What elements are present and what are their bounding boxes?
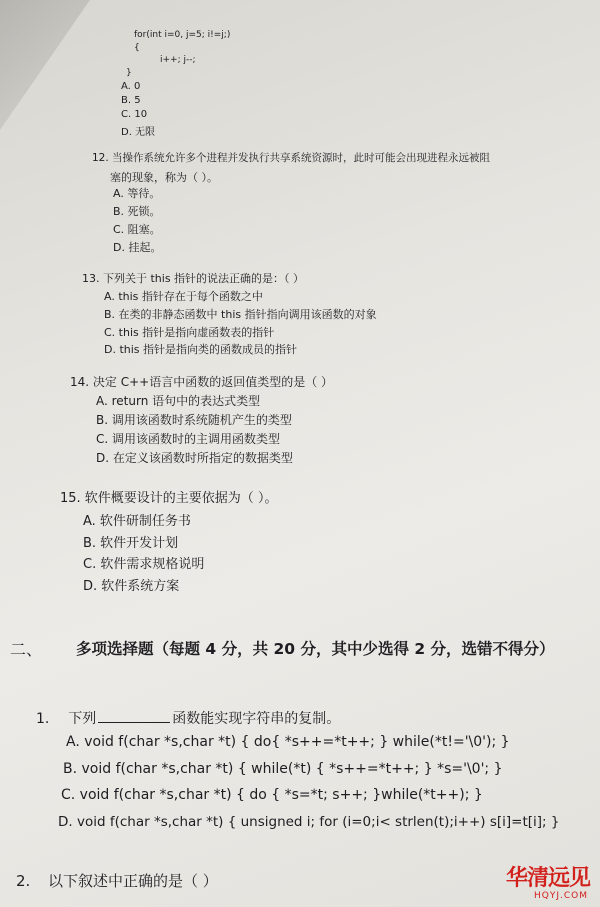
- option-a: A. 等待。: [113, 187, 161, 200]
- option-b: B. 死锁。: [113, 205, 161, 218]
- option-b: B. 在类的非静态函数中 this 指针指向调用该函数的对象: [104, 308, 377, 321]
- answer-blank: [98, 722, 170, 723]
- section-title: 多项选择题（每题 4 分，共 20 分，其中少选得 2 分，选错不得分）: [76, 640, 555, 658]
- question-text: 15. 软件概要设计的主要依据为（ ）。: [60, 491, 278, 506]
- option-d: D. 软件系统方案: [83, 579, 180, 594]
- option-d: D. 挂起。: [113, 241, 162, 254]
- option-d: D. void f(char *s,char *t) { unsigned i; for (i=0;i< strlen(t);i++) s[i]=t[i]; }: [58, 814, 560, 830]
- option-a: A. 0: [121, 81, 141, 92]
- question-text: 以下叙述中正确的是（ ）: [48, 872, 218, 890]
- question-text: [36, 708, 340, 728]
- question-text: 塞的现象，称为（ ）。: [110, 171, 218, 184]
- logo-subtext: HQYJ.COM: [534, 891, 588, 901]
- option-d: D. 无限: [121, 127, 156, 138]
- option-d: D. 在定义该函数时所指定的数据类型: [96, 451, 293, 465]
- logo-text: 华清远见: [505, 866, 590, 891]
- question-text: 13. 下列关于 this 指针的说法正确的是：（ ）: [82, 272, 305, 285]
- option-c: C. this 指针是指向虚函数表的指针: [104, 326, 275, 339]
- option-a: A. void f(char *s,char *t) { do{ *s++=*t++; } while(*t!='\0'); }: [66, 734, 510, 750]
- option-c: C. 软件需求规格说明: [83, 557, 205, 572]
- option-a: A. 软件研制任务书: [83, 514, 191, 529]
- code-line: for(int i=0, j=5; i!=j;): [134, 30, 231, 40]
- question-text: 12. 当操作系统允许多个进程并发执行共享系统资源时，此时可能会出现进程永远被阻: [92, 152, 491, 164]
- option-b: B. void f(char *s,char *t) { while(*t) { *s++=*t++; } *s='\0'; }: [63, 761, 503, 777]
- section-number: 二、: [10, 640, 43, 659]
- option-d: D. this 指针是指向类的函数成员的指针: [104, 343, 298, 356]
- option-c: C. 调用该函数时的主调用函数类型: [96, 432, 281, 446]
- option-c: C. 阻塞。: [113, 223, 161, 236]
- option-c: C. void f(char *s,char *t) { do { *s=*t; s++; }while(*t++); }: [61, 787, 483, 803]
- code-line: {: [134, 43, 140, 53]
- option-a: A. this 指针存在于每个函数之中: [104, 290, 263, 303]
- question-text: 14. 决定 C++语言中函数的返回值类型的是（ ）: [70, 375, 334, 389]
- question-suffix: 函数能实现字符串的复制。: [172, 711, 341, 727]
- option-b: B. 软件开发计划: [83, 536, 179, 551]
- question-number: 1.: [36, 711, 50, 727]
- option-a: A. return 语句中的表达式类型: [96, 394, 261, 408]
- question-prefix: 下列: [68, 711, 97, 727]
- option-c: C. 10: [121, 109, 148, 120]
- question-number: 2.: [16, 872, 31, 890]
- option-b: B. 5: [121, 95, 141, 106]
- code-line: }: [126, 68, 132, 78]
- code-line: i++; j--;: [160, 55, 196, 65]
- page-shadow: [0, 0, 90, 130]
- option-b: B. 调用该函数时系统随机产生的类型: [96, 413, 292, 427]
- watermark-logo: [476, 861, 594, 901]
